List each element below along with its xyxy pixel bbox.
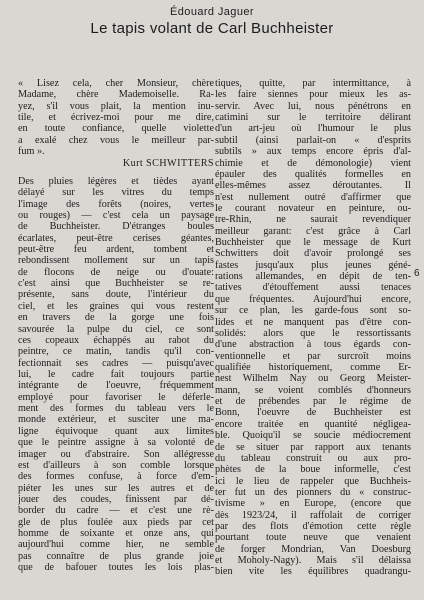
text-line: Des pluies légères et tièdes ayant [18, 175, 214, 187]
text-line: savourée la pulpe du ciel, ce sont [18, 323, 214, 335]
text-line: lides et ne manquent pas d'être con- [215, 316, 411, 328]
text-line: de forger Mondrian, Van Doesburg [215, 543, 411, 555]
text-line: du tableau construit ou aux pro- [215, 452, 411, 464]
text-line: chimie et de démonologie) vient [215, 157, 411, 169]
text-line: dès 1923/24, il raffolait de corriger [215, 509, 411, 521]
text-line: fectionnait ses cadres — puisqu'avec [18, 357, 214, 369]
epigraph-line: « Lisez cela, cher Monsieur, chère [18, 78, 214, 89]
text-line: pas connaître de plus grande joie [18, 550, 214, 562]
text-line: gle de plus foulée aux pieds par cet [18, 516, 214, 528]
text-line: écarlates, peut-être cerises géantes, [18, 232, 214, 244]
epigraph-signature: Kurt SCHWITTERS [122, 157, 214, 169]
text-line: tre-Rhin, ne saurait revendiquer [215, 214, 411, 226]
text-line: piéter les unes sur les autres et de [18, 482, 214, 494]
text-line: ici le lieu de rappeler que Buchheis- [215, 475, 411, 487]
text-line: border du cadre — et c'est une rè- [18, 505, 214, 517]
text-line: meilleur garant: c'est grâce à Carl [215, 225, 411, 237]
text-line: ble. Quoiqu'il se soucie médiocrement [215, 430, 411, 442]
text-line: ligne équivoque quant aux limites [18, 425, 214, 437]
text-line: en travers de la gorge une fois [18, 312, 214, 324]
text-line: que de bafouer toutes les lois plas- [18, 562, 214, 574]
text-line: de se situer par rapport aux tenants [215, 441, 411, 453]
text-line: des formes confuse, à force d'em- [18, 471, 214, 483]
text-line: que fréquentes. Aujourd'hui encore, [215, 293, 411, 305]
text-line: subtil (ainsi parlait-on « d'esprits [215, 134, 411, 146]
text-line: bien vite les équilibres quadrangu- [215, 566, 411, 578]
text-line: n'est nullement outré d'affirmer que [215, 191, 411, 203]
margin-mark: 6 [414, 268, 420, 279]
text-line: et de prébendes par le régime de [215, 396, 411, 408]
text-line: présente, sans doute, l'intérieur du [18, 289, 214, 301]
text-line: tatives d'étouffement aussi tenaces [215, 282, 411, 294]
text-line: d'une abstraction à tous égards con- [215, 339, 411, 351]
text-line: est d'ailleurs à son comble lorsque [18, 459, 214, 471]
text-line: monde extérieur, et susciter une ma- [18, 414, 214, 426]
text-line: pourtant toute neuve que venaient [215, 532, 411, 544]
text-line: nest Wilhelm Nay ou Georg Meister- [215, 373, 411, 385]
text-line: par des flots d'émotion cette règle [215, 521, 411, 533]
text-line: lui, le cadre fait toujours partie [18, 368, 214, 380]
text-line: Buchheister que le message de Kurt [215, 237, 411, 249]
text-line: Schwitters doit d'avoir prolongé ses [215, 248, 411, 260]
epigraph [18, 78, 214, 158]
article-title: Le tapis volant de Carl Buchheister [90, 20, 334, 37]
text-line: rebondissent mollement sur un tapis [18, 255, 214, 267]
epigraph-line: fum ». [18, 146, 45, 158]
text-line: peut-être feu ardent, tombent et [18, 244, 214, 256]
text-line: fastes jusqu'aux plus jeunes géné- [215, 259, 411, 271]
text-line: ciel, et les graines qui vous restent [18, 300, 214, 312]
text-line: ter fut un des pionners du « construc- [215, 486, 411, 498]
epigraph-line: tile, et écrivez-moi pour me dire, [18, 112, 214, 124]
text-line: épauler des qualités formelles en [215, 168, 411, 180]
text-line: encore traitée en quantité négligea- [215, 418, 411, 430]
text-line: intégrante de l'oeuvre, fréquemment [18, 380, 214, 392]
text-line: employé pour favoriser le déferle- [18, 391, 214, 403]
text-line: subtils » aux temps encore épris d'al- [215, 146, 411, 158]
left-body-text [18, 176, 214, 574]
text-line: c'est ainsi que Buchheister se re- [18, 278, 214, 290]
text-line: ou rouges) — c'est cela un paysage [18, 209, 214, 221]
text-line: homme de soixante et onze ans, qui [18, 528, 214, 540]
text-line: tivisme » en Europe, (encore que [215, 498, 411, 510]
text-line: tiques, quitte, par intermittance, à [215, 78, 411, 89]
right-column [215, 78, 411, 578]
text-line: délayé sur les vitres du temps [18, 187, 214, 199]
text-line: qualifiée historiquement, comme Er- [215, 361, 411, 373]
epigraph-line: yez, s'il vous plait, la mention inu- [18, 100, 214, 112]
text-line: phètes de la boue informelle, c'est [215, 464, 411, 476]
text-line: rations allemandes, en dépit de ten- [215, 271, 411, 283]
text-line: l'image des forêts (noires, vertes [18, 198, 214, 210]
text-line: de Buchheister. D'étranges boules [18, 221, 214, 233]
epigraph-line: en toute confiance, quelle violette [18, 123, 214, 135]
epigraph-line: Madame, chère Mademoiselle. Ra- [18, 89, 214, 101]
text-line: ventionnelle et par surcroît moins [215, 350, 411, 362]
text-line: les faire siennes pour mieux les as- [215, 89, 411, 101]
text-line: jouer des coudes, finissent par dé- [18, 493, 214, 505]
epigraph-line: a exalé chez vous le meilleur par- [18, 134, 214, 146]
text-line: aujourd'hui comme hier, ne semble [18, 539, 214, 551]
text-line: servir. Avec lui, nous pénétrons en [215, 100, 411, 112]
text-line: le courant novateur en peinture, ou- [215, 202, 411, 214]
text-line: et Moholy-Nagy). Mais s'il délaissa [215, 555, 411, 567]
text-line: catimini sur le territoire délirant [215, 112, 411, 124]
text-line: d'un art-jeu où l'humour le plus [215, 123, 411, 135]
text-line: de flocons de neige ou d'ouate: [18, 266, 214, 278]
text-line: elles-mêmes assez déroutantes. Il [215, 180, 411, 192]
author-name: Édouard Jaguer [170, 6, 254, 18]
text-line: imager ou d'abstraire. Son allégresse [18, 448, 214, 460]
text-line: ment des formes du tableau vers le [18, 403, 214, 415]
text-line: Bonn, l'oeuvre de Buchheister est [215, 407, 411, 419]
text-line: que le peintre assigne à sa volonté de [18, 437, 214, 449]
text-line: sur ce plan, les garde-fous sont so- [215, 305, 411, 317]
left-column [18, 78, 214, 573]
text-line: mann, se voient comblés d'honneurs [215, 384, 411, 396]
text-line: ces copeaux échappés au rabot du [18, 334, 214, 346]
text-line: solidés: alors que le ressortissants [215, 327, 411, 339]
text-line: peintre, ce matin, tandis qu'il con- [18, 346, 214, 358]
